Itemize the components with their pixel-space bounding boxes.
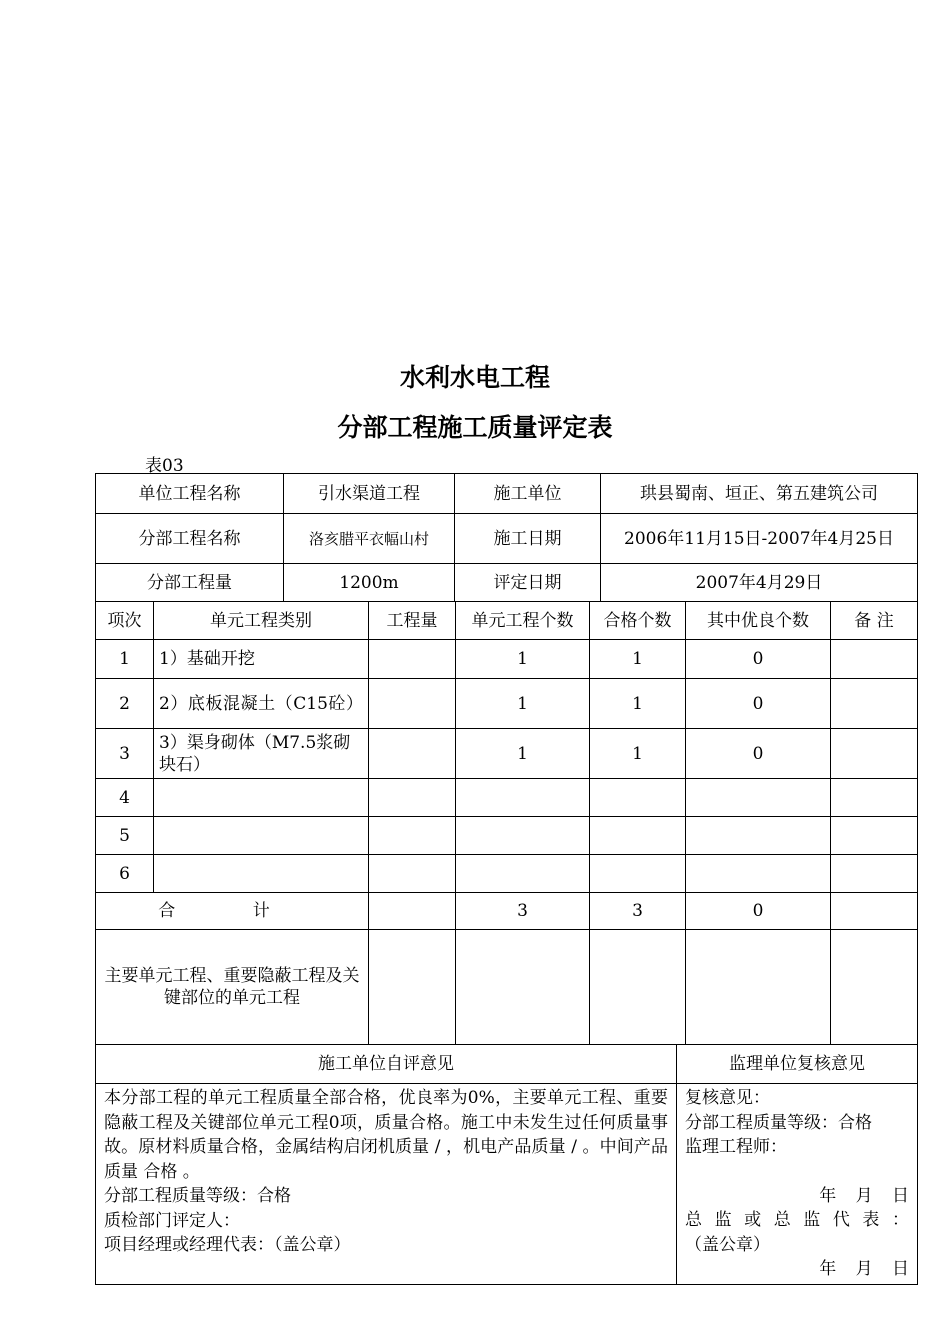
row-remark: [831, 817, 918, 855]
total-quantity: [369, 893, 456, 930]
row-quantity: [369, 855, 456, 893]
row-no: 3: [96, 729, 154, 779]
total-remark: [831, 893, 918, 930]
contractor-value: 珙县蜀南、垣正、第五建筑公司: [601, 474, 918, 514]
unit-project-value: 引水渠道工程: [284, 474, 455, 514]
row-category: 3）渠身砌体（M7.5浆砌块石）: [154, 729, 369, 779]
unit-table: [95, 601, 918, 1045]
row-quantity: [369, 779, 456, 817]
unit-project-label: 单位工程名称: [96, 474, 284, 514]
self-eval-content: [96, 1084, 677, 1285]
row-excellent: 0: [686, 640, 831, 679]
key-units-cell: [590, 930, 686, 1045]
col-header: 其中优良个数: [686, 602, 831, 640]
row-no: 5: [96, 817, 154, 855]
eval-date-value: 2007年4月29日: [601, 564, 918, 602]
table-row: [96, 679, 918, 729]
quantity-value: 1200m: [284, 564, 455, 602]
table-row: [96, 640, 918, 679]
table-number: 表03: [145, 456, 184, 476]
row-remark: [831, 779, 918, 817]
document-title: 水利水电工程: [399, 363, 550, 392]
row-no: 1: [96, 640, 154, 679]
supervision-date-1: 年 月 日: [819, 1185, 909, 1206]
sub-project-label: 分部工程名称: [96, 514, 284, 564]
row-qualified: [590, 817, 686, 855]
row-qualified: 1: [590, 729, 686, 779]
row-no: 6: [96, 855, 154, 893]
key-units-cell: [456, 930, 590, 1045]
self-eval-grade: 分部工程质量等级：合格: [104, 1186, 291, 1206]
table-row: [96, 729, 918, 779]
construction-date-value: 2006年11月15日-2007年4月25日: [601, 514, 918, 564]
opinion-table: [95, 1044, 918, 1285]
row-units: [456, 855, 590, 893]
row-category: [154, 855, 369, 893]
supervision-engineer: 监理工程师：: [685, 1137, 787, 1157]
col-header: 工程量: [369, 602, 456, 640]
supervision-chief: 总监或总监代表：: [685, 1210, 909, 1230]
row-units: [456, 817, 590, 855]
col-header: 项次: [96, 602, 154, 640]
table-row: [96, 855, 918, 893]
self-eval-header: 施工单位自评意见: [96, 1045, 677, 1084]
self-eval-inspector: 质检部门评定人：: [104, 1210, 240, 1231]
row-qualified: [590, 779, 686, 817]
row-category: [154, 779, 369, 817]
total-units: 3: [456, 893, 590, 930]
col-header: 合格个数: [590, 602, 686, 640]
row-no: 2: [96, 679, 154, 729]
col-header: 单元工程类别: [154, 602, 369, 640]
row-excellent: [686, 817, 831, 855]
key-units-cell: [831, 930, 918, 1045]
row-qualified: 1: [590, 640, 686, 679]
row-remark: [831, 679, 918, 729]
row-quantity: [369, 817, 456, 855]
row-remark: [831, 855, 918, 893]
col-header: 备 注: [831, 602, 918, 640]
key-units-cell: [369, 930, 456, 1045]
row-remark: [831, 729, 918, 779]
total-qualified: 3: [590, 893, 686, 930]
sub-project-value: 洛亥腊平衣幅山村: [284, 514, 455, 564]
construction-date-label: 施工日期: [455, 514, 601, 564]
key-units-label: 主要单元工程、重要隐蔽工程及关键部位的单元工程: [96, 930, 369, 1045]
supervision-grade: 分部工程质量等级：合格: [685, 1112, 872, 1133]
table-row: [96, 817, 918, 855]
total-row: [96, 893, 918, 930]
row-excellent: 0: [686, 729, 831, 779]
row-excellent: 0: [686, 679, 831, 729]
supervision-content: [677, 1084, 918, 1285]
supervision-seal: （盖公章）: [685, 1234, 770, 1255]
total-excellent: 0: [686, 893, 831, 930]
row-remark: [831, 640, 918, 679]
self-eval-body: 本分部工程的单元工程质量全部合格，优良率为0%，主要单元工程、重要隐蔽工程及关键部位单元工程0项，质量合格。施工中未发生过任何质量事故。原材料质量合格，金属结构启闭机质量 / ，机电产品质量 / 。中间产品质量 合格 。: [104, 1088, 668, 1182]
self-eval-manager: 项目经理或经理代表：（盖公章）: [104, 1235, 351, 1255]
row-no: 4: [96, 779, 154, 817]
row-units: 1: [456, 640, 590, 679]
document-subtitle: 分部工程施工质量评定表: [337, 413, 613, 442]
col-header: 单元工程个数: [456, 602, 590, 640]
row-units: 1: [456, 679, 590, 729]
quantity-label: 分部工程量: [96, 564, 284, 602]
row-quantity: [369, 729, 456, 779]
total-label: 合 计: [96, 893, 369, 930]
row-quantity: [369, 679, 456, 729]
row-quantity: [369, 640, 456, 679]
row-units: 1: [456, 729, 590, 779]
supervision-header: 监理单位复核意见: [677, 1045, 918, 1084]
row-category: 2）底板混凝土（C15砼）: [154, 679, 369, 729]
row-excellent: [686, 779, 831, 817]
key-units-row: [96, 930, 918, 1045]
supervision-opinion: 复核意见：: [685, 1088, 770, 1108]
row-qualified: [590, 855, 686, 893]
row-excellent: [686, 855, 831, 893]
key-units-cell: [686, 930, 831, 1045]
row-units: [456, 779, 590, 817]
contractor-label: 施工单位: [455, 474, 601, 514]
row-category: 1）基础开挖: [154, 640, 369, 679]
info-table: [95, 473, 918, 602]
eval-date-label: 评定日期: [455, 564, 601, 602]
table-header-row: [96, 602, 918, 640]
row-qualified: 1: [590, 679, 686, 729]
table-row: [96, 779, 918, 817]
supervision-date-2: 年 月 日: [819, 1259, 909, 1279]
row-category: [154, 817, 369, 855]
